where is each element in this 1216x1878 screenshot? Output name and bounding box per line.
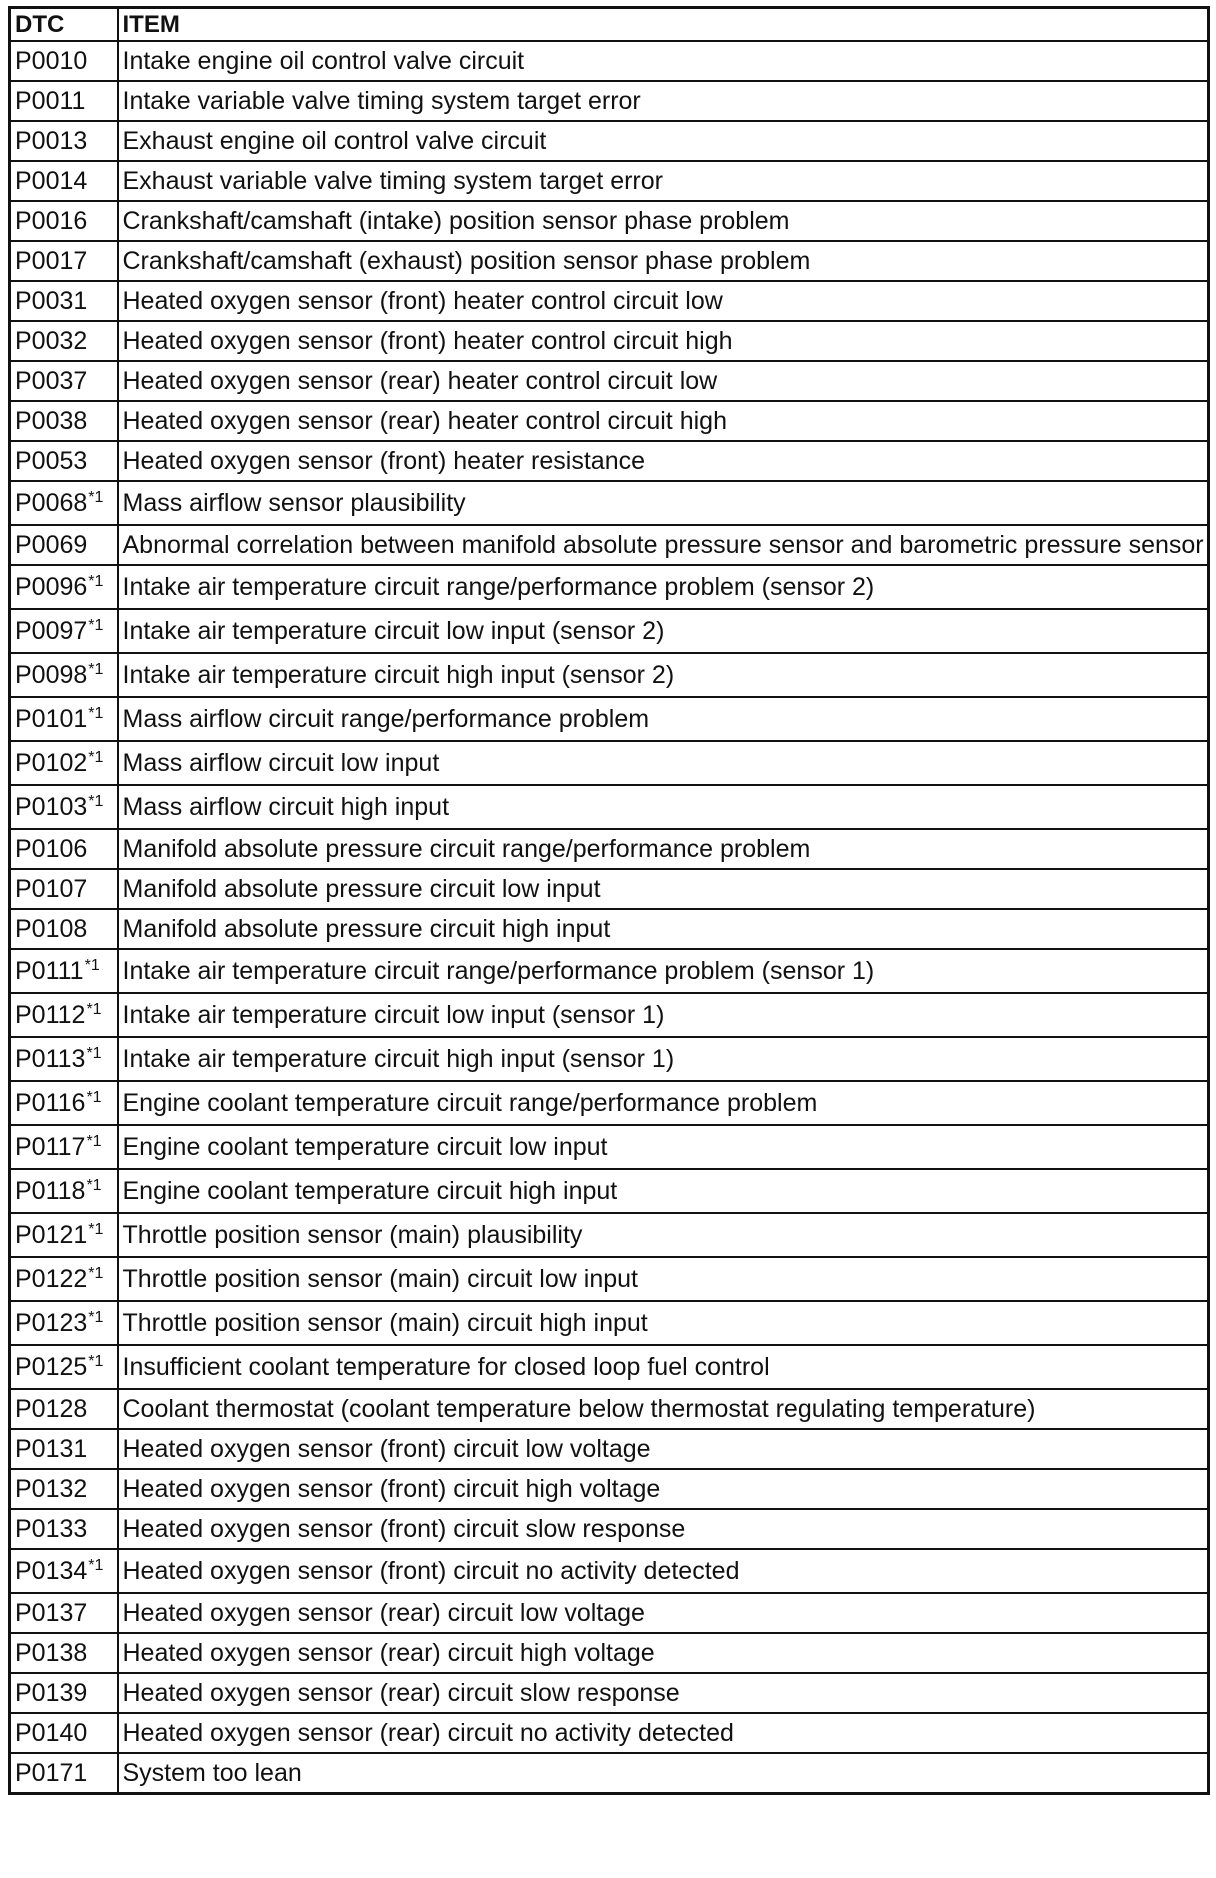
dtc-code-cell xyxy=(10,361,118,401)
dtc-item-cell: Intake air temperature circuit high input (sensor 1) xyxy=(118,1037,1209,1081)
dtc-code: P0016 xyxy=(15,206,88,235)
dtc-code-cell xyxy=(10,161,118,201)
table-row xyxy=(10,81,1209,121)
table-row xyxy=(10,1081,1209,1125)
dtc-item-cell: Heated oxygen sensor (rear) circuit no activity detected xyxy=(118,1713,1209,1753)
table-row xyxy=(10,741,1209,785)
table-row xyxy=(10,1549,1209,1593)
dtc-code-cell xyxy=(10,909,118,949)
dtc-item-cell: Engine coolant temperature circuit range/performance problem xyxy=(118,1081,1209,1125)
table-row xyxy=(10,1389,1209,1429)
dtc-code-cell xyxy=(10,401,118,441)
dtc-code: P0113 xyxy=(15,1045,86,1073)
dtc-code-cell xyxy=(10,1549,118,1593)
dtc-code: P0032 xyxy=(15,326,88,355)
dtc-code-cell xyxy=(10,1593,118,1633)
dtc-code: P0031 xyxy=(15,286,88,315)
dtc-item-cell: Heated oxygen sensor (rear) circuit slow response xyxy=(118,1673,1209,1713)
table-row xyxy=(10,1469,1209,1509)
dtc-item-cell: Heated oxygen sensor (rear) circuit low voltage xyxy=(118,1593,1209,1633)
table-row xyxy=(10,1169,1209,1213)
table-row xyxy=(10,609,1209,653)
dtc-item-cell: Mass airflow circuit low input xyxy=(118,741,1209,785)
dtc-code: P0140 xyxy=(15,1718,88,1747)
dtc-code-cell xyxy=(10,121,118,161)
dtc-code: P0053 xyxy=(15,446,88,475)
dtc-code-cell xyxy=(10,1037,118,1081)
dtc-code: P0014 xyxy=(15,166,88,195)
dtc-item-cell: Manifold absolute pressure circuit low input xyxy=(118,869,1209,909)
dtc-code: P0096 xyxy=(15,573,88,601)
dtc-item-cell: Heated oxygen sensor (front) heater control circuit high xyxy=(118,321,1209,361)
dtc-code: P0118 xyxy=(15,1177,86,1205)
dtc-code-cell xyxy=(10,1429,118,1469)
dtc-code-cell xyxy=(10,1125,118,1169)
table-row xyxy=(10,949,1209,993)
dtc-code: P0038 xyxy=(15,406,88,435)
dtc-item-cell: Exhaust engine oil control valve circuit xyxy=(118,121,1209,161)
dtc-table xyxy=(8,6,1210,1795)
dtc-item-cell: Coolant thermostat (coolant temperature below thermostat regulating temperature) xyxy=(118,1389,1209,1429)
dtc-item-cell: Intake engine oil control valve circuit xyxy=(118,41,1209,81)
dtc-code: P0111 xyxy=(15,957,84,985)
dtc-item-cell: Intake air temperature circuit range/performance problem (sensor 2) xyxy=(118,565,1209,609)
table-row xyxy=(10,1345,1209,1389)
table-row xyxy=(10,1213,1209,1257)
table-row xyxy=(10,1753,1209,1794)
table-row xyxy=(10,1593,1209,1633)
dtc-item-cell: Mass airflow sensor plausibility xyxy=(118,481,1209,525)
dtc-code: P0128 xyxy=(15,1394,88,1423)
table-row xyxy=(10,241,1209,281)
dtc-item-cell: Heated oxygen sensor (front) heater control circuit low xyxy=(118,281,1209,321)
table-row xyxy=(10,321,1209,361)
dtc-code-cell xyxy=(10,1389,118,1429)
table-row xyxy=(10,1125,1209,1169)
dtc-code-cell xyxy=(10,1345,118,1389)
dtc-code: P0171 xyxy=(15,1758,88,1787)
table-row xyxy=(10,829,1209,869)
dtc-item-cell: Abnormal correlation between manifold absolute pressure sensor and barometric pressure sensor xyxy=(118,525,1209,565)
dtc-code: P0138 xyxy=(15,1638,88,1667)
dtc-code: P0137 xyxy=(15,1598,88,1627)
footnote-marker: *1 xyxy=(88,705,104,722)
footnote-marker: *1 xyxy=(88,1557,104,1574)
dtc-item-cell: Heated oxygen sensor (front) circuit low voltage xyxy=(118,1429,1209,1469)
dtc-code-cell xyxy=(10,441,118,481)
table-header xyxy=(10,8,1209,42)
dtc-code: P0122 xyxy=(15,1265,88,1293)
table-row xyxy=(10,565,1209,609)
footnote-marker: *1 xyxy=(88,1265,104,1282)
dtc-item-cell: Engine coolant temperature circuit low input xyxy=(118,1125,1209,1169)
dtc-code: P0037 xyxy=(15,366,88,395)
dtc-code: P0107 xyxy=(15,874,88,903)
footnote-marker: *1 xyxy=(88,617,104,634)
dtc-code-cell xyxy=(10,241,118,281)
footnote-marker: *1 xyxy=(86,1045,102,1062)
footnote-marker: *1 xyxy=(88,489,104,506)
dtc-code-cell xyxy=(10,1257,118,1301)
dtc-code-cell xyxy=(10,1469,118,1509)
dtc-item-cell: Heated oxygen sensor (rear) circuit high voltage xyxy=(118,1633,1209,1673)
dtc-code-cell xyxy=(10,1301,118,1345)
dtc-code-cell xyxy=(10,201,118,241)
footnote-marker: *1 xyxy=(88,661,104,678)
dtc-code-cell xyxy=(10,81,118,121)
footnote-marker: *1 xyxy=(88,793,104,810)
footnote-marker: *1 xyxy=(88,1353,104,1370)
dtc-code: P0103 xyxy=(15,793,88,821)
dtc-code: P0121 xyxy=(15,1221,88,1249)
table-row xyxy=(10,121,1209,161)
dtc-code: P0125 xyxy=(15,1353,88,1381)
dtc-code-cell xyxy=(10,1509,118,1549)
dtc-item-cell: Heated oxygen sensor (rear) heater control circuit low xyxy=(118,361,1209,401)
dtc-code-cell xyxy=(10,785,118,829)
dtc-code-cell xyxy=(10,1213,118,1257)
dtc-code-cell xyxy=(10,609,118,653)
dtc-code-cell xyxy=(10,697,118,741)
dtc-item-cell: Exhaust variable valve timing system target error xyxy=(118,161,1209,201)
dtc-item-cell: Throttle position sensor (main) plausibility xyxy=(118,1213,1209,1257)
table-row xyxy=(10,281,1209,321)
dtc-code-cell xyxy=(10,481,118,525)
dtc-code-cell xyxy=(10,1081,118,1125)
footnote-marker: *1 xyxy=(88,749,104,766)
dtc-item-cell: Heated oxygen sensor (rear) heater control circuit high xyxy=(118,401,1209,441)
footnote-marker: *1 xyxy=(86,1001,102,1018)
dtc-item-cell: Throttle position sensor (main) circuit low input xyxy=(118,1257,1209,1301)
dtc-item-cell: Heated oxygen sensor (front) heater resistance xyxy=(118,441,1209,481)
dtc-item-cell: Manifold absolute pressure circuit range/performance problem xyxy=(118,829,1209,869)
footnote-marker: *1 xyxy=(86,1089,102,1106)
table-row xyxy=(10,1429,1209,1469)
dtc-code-cell xyxy=(10,1753,118,1794)
dtc-code-cell xyxy=(10,949,118,993)
dtc-item-cell: Engine coolant temperature circuit high input xyxy=(118,1169,1209,1213)
dtc-code: P0134 xyxy=(15,1557,88,1585)
dtc-code: P0097 xyxy=(15,617,88,645)
footnote-marker: *1 xyxy=(88,1221,104,1238)
footnote-marker: *1 xyxy=(86,1133,102,1150)
dtc-code-cell xyxy=(10,993,118,1037)
dtc-code: P0068 xyxy=(15,489,88,517)
table-row xyxy=(10,869,1209,909)
dtc-code: P0098 xyxy=(15,661,88,689)
dtc-code: P0013 xyxy=(15,126,88,155)
dtc-code-cell xyxy=(10,1633,118,1673)
dtc-item-cell: Heated oxygen sensor (front) circuit no activity detected xyxy=(118,1549,1209,1593)
dtc-code: P0123 xyxy=(15,1309,88,1337)
dtc-code: P0139 xyxy=(15,1678,88,1707)
footnote-marker: *1 xyxy=(88,1309,104,1326)
dtc-item-cell: Crankshaft/camshaft (exhaust) position sensor phase problem xyxy=(118,241,1209,281)
dtc-code-cell xyxy=(10,281,118,321)
dtc-code: P0117 xyxy=(15,1133,86,1161)
dtc-item-cell: Manifold absolute pressure circuit high input xyxy=(118,909,1209,949)
dtc-code-cell xyxy=(10,829,118,869)
footnote-marker: *1 xyxy=(88,573,104,590)
footnote-marker: *1 xyxy=(84,957,100,974)
table-row xyxy=(10,785,1209,829)
table-row xyxy=(10,1713,1209,1753)
table-row xyxy=(10,697,1209,741)
table-row xyxy=(10,41,1209,81)
table-row xyxy=(10,1037,1209,1081)
footnote-marker: *1 xyxy=(86,1177,102,1194)
dtc-item-cell: Throttle position sensor (main) circuit high input xyxy=(118,1301,1209,1345)
dtc-code-cell xyxy=(10,1713,118,1753)
dtc-item-cell: Intake air temperature circuit low input (sensor 1) xyxy=(118,993,1209,1037)
dtc-code: P0010 xyxy=(15,46,88,75)
dtc-code-cell xyxy=(10,1673,118,1713)
table-row xyxy=(10,525,1209,565)
dtc-code-cell xyxy=(10,653,118,697)
dtc-item-cell: System too lean xyxy=(118,1753,1209,1794)
dtc-item-cell: Crankshaft/camshaft (intake) position sensor phase problem xyxy=(118,201,1209,241)
dtc-code: P0102 xyxy=(15,749,88,777)
table-row xyxy=(10,1301,1209,1345)
table-row xyxy=(10,361,1209,401)
table-row xyxy=(10,1509,1209,1549)
dtc-code: P0131 xyxy=(15,1434,88,1463)
dtc-code: P0133 xyxy=(15,1514,88,1543)
dtc-code: P0069 xyxy=(15,530,88,559)
dtc-item-cell: Intake air temperature circuit high input (sensor 2) xyxy=(118,653,1209,697)
header-item: ITEM xyxy=(118,8,1209,42)
dtc-code: P0017 xyxy=(15,246,88,275)
table-row xyxy=(10,401,1209,441)
dtc-code-cell xyxy=(10,741,118,785)
dtc-item-cell: Intake air temperature circuit range/performance problem (sensor 1) xyxy=(118,949,1209,993)
dtc-code: P0132 xyxy=(15,1474,88,1503)
dtc-code-cell xyxy=(10,41,118,81)
header-dtc: DTC xyxy=(10,8,118,42)
dtc-item-cell: Heated oxygen sensor (front) circuit slow response xyxy=(118,1509,1209,1549)
table-row xyxy=(10,161,1209,201)
dtc-item-cell: Intake air temperature circuit low input (sensor 2) xyxy=(118,609,1209,653)
dtc-code: P0011 xyxy=(15,86,86,115)
dtc-item-cell: Insufficient coolant temperature for closed loop fuel control xyxy=(118,1345,1209,1389)
dtc-code: P0112 xyxy=(15,1001,86,1029)
table-row xyxy=(10,1673,1209,1713)
dtc-item-cell: Mass airflow circuit high input xyxy=(118,785,1209,829)
table-body xyxy=(10,41,1209,1794)
dtc-code-cell xyxy=(10,1169,118,1213)
dtc-code: P0116 xyxy=(15,1089,86,1117)
dtc-code: P0106 xyxy=(15,834,88,863)
table-row xyxy=(10,481,1209,525)
dtc-code-cell xyxy=(10,321,118,361)
table-row xyxy=(10,1633,1209,1673)
table-row xyxy=(10,909,1209,949)
dtc-item-cell: Heated oxygen sensor (front) circuit high voltage xyxy=(118,1469,1209,1509)
table-row xyxy=(10,993,1209,1037)
table-row xyxy=(10,201,1209,241)
table-row xyxy=(10,1257,1209,1301)
dtc-code-cell xyxy=(10,565,118,609)
dtc-code-cell xyxy=(10,869,118,909)
dtc-code-cell xyxy=(10,525,118,565)
dtc-code: P0108 xyxy=(15,914,88,943)
table-row xyxy=(10,653,1209,697)
dtc-item-cell: Intake variable valve timing system target error xyxy=(118,81,1209,121)
dtc-code: P0101 xyxy=(15,705,88,733)
dtc-item-cell: Mass airflow circuit range/performance problem xyxy=(118,697,1209,741)
header-row xyxy=(10,8,1209,42)
table-row xyxy=(10,441,1209,481)
